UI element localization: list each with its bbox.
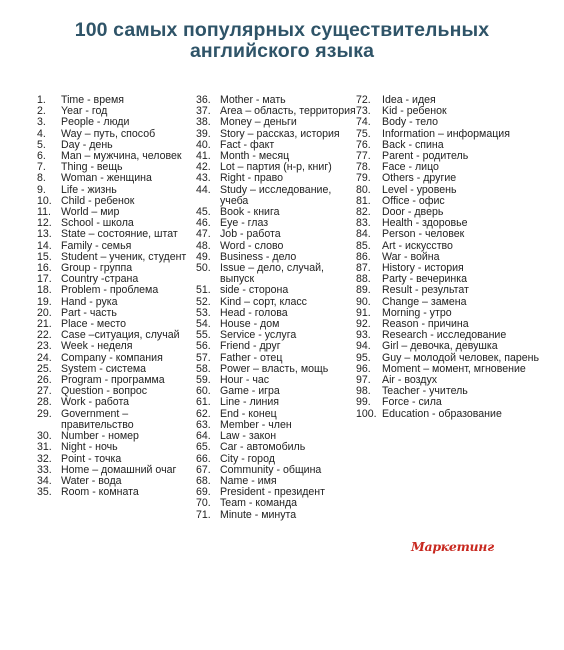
word-number: 55. [196, 329, 211, 342]
word-number: 46. [196, 217, 211, 230]
word-number: 37. [196, 105, 211, 118]
word-text: Air - воздух [382, 374, 438, 387]
word-number: 22. [37, 329, 52, 342]
word-text: Information – информация [382, 127, 510, 140]
word-number: 72. [356, 94, 371, 106]
word-number: 32. [37, 452, 52, 465]
word-text: Water - вода [61, 474, 122, 487]
word-column-3 [356, 95, 556, 420]
word-text: Change – замена [382, 295, 467, 308]
word-text: Program - программа [61, 374, 165, 387]
word-text: War - война [382, 250, 440, 263]
word-text: Art - искусство [382, 239, 453, 252]
word-number: 87. [356, 262, 371, 275]
word-number: 9. [37, 183, 46, 196]
title-line-1: 100 самых популярных существительных [74, 19, 490, 41]
word-text: Job - работа [220, 228, 281, 241]
word-item [356, 229, 556, 240]
word-number: 35. [37, 486, 52, 499]
word-number: 82. [356, 206, 371, 219]
brand-logo: Маркетинг [411, 539, 494, 554]
word-number: 27. [37, 385, 52, 398]
word-text: Study – исследование, учеба [220, 183, 332, 207]
word-text: Face - лицо [382, 161, 439, 174]
word-item [356, 397, 556, 408]
word-number: 73. [356, 105, 371, 118]
word-text: Company - компания [61, 351, 163, 364]
word-text: History - история [382, 262, 464, 275]
word-text: Force - сила [382, 396, 442, 409]
word-number: 20. [37, 306, 52, 319]
word-number: 88. [356, 273, 371, 286]
word-text: Country -страна [61, 273, 139, 286]
word-text: Father - отец [220, 351, 283, 364]
word-item [196, 173, 358, 184]
word-text: Idea - идея [382, 94, 436, 106]
word-text: Room - комната [61, 486, 139, 499]
word-text: Time - время [61, 94, 124, 106]
word-text: Work - работа [61, 396, 130, 409]
word-item [37, 487, 197, 498]
word-number: 57. [196, 351, 211, 364]
word-number: 52. [196, 295, 211, 308]
word-item [356, 409, 556, 420]
word-text: Party - вечеринка [382, 273, 468, 286]
word-text: Teacher - учитель [382, 385, 468, 398]
word-text: Government – правительство [61, 407, 134, 431]
word-number: 41. [196, 150, 211, 163]
word-text: Head - голова [220, 306, 288, 319]
word-item [356, 117, 556, 128]
word-item [37, 397, 197, 408]
word-number: 60. [196, 385, 211, 398]
word-number: 42. [196, 161, 211, 174]
word-number: 63. [196, 418, 211, 431]
word-item [196, 510, 358, 521]
word-text: President - президент [220, 486, 326, 499]
word-number: 30. [37, 430, 52, 443]
word-text: Week - неделя [61, 340, 133, 353]
word-text: End - конец [220, 407, 277, 420]
word-number: 66. [196, 452, 211, 465]
word-number: 100. [356, 407, 377, 420]
word-text: Door - дверь [382, 206, 444, 219]
word-number: 4. [37, 127, 46, 140]
word-text: System - система [61, 362, 147, 375]
word-number: 17. [37, 273, 52, 286]
word-text: Book - книга [220, 206, 280, 219]
word-number: 53. [196, 306, 211, 319]
word-number: 19. [37, 295, 52, 308]
word-text: Child - ребенок [61, 194, 135, 207]
word-number: 10. [37, 194, 52, 207]
title-line-2: английского языка [189, 40, 375, 62]
word-number: 23. [37, 340, 52, 353]
word-number: 83. [356, 217, 371, 230]
word-text: Line - линия [220, 396, 280, 409]
word-text: Night - ночь [61, 441, 118, 454]
word-text: Kind – сорт, класс [220, 295, 307, 308]
word-number: 44. [196, 183, 211, 196]
word-item [196, 229, 358, 240]
word-text: Problem - проблема [61, 284, 159, 297]
word-number: 14. [37, 239, 52, 252]
word-number: 97. [356, 374, 371, 387]
word-number: 50. [196, 262, 211, 275]
word-text: Research - исследование [382, 329, 507, 342]
word-text: Business - дело [220, 250, 297, 263]
word-number: 71. [196, 508, 211, 521]
word-number: 2. [37, 105, 46, 118]
word-text: Life - жизнь [61, 183, 117, 196]
word-number: 26. [37, 374, 52, 387]
word-number: 69. [196, 486, 211, 499]
word-text: Point - точка [61, 452, 122, 465]
page-title [0, 20, 564, 62]
word-text: Group - группа [61, 262, 133, 275]
word-text: Story – рассказ, история [220, 127, 340, 140]
word-number: 56. [196, 340, 211, 353]
word-number: 79. [356, 172, 371, 185]
word-item [196, 285, 358, 296]
word-number: 81. [356, 194, 371, 207]
word-number: 94. [356, 340, 371, 353]
word-text: Home – домашний очаг [61, 463, 177, 476]
word-item [196, 397, 358, 408]
word-text: People - люди [61, 116, 130, 129]
word-number: 80. [356, 183, 371, 196]
word-text: City - город [220, 452, 275, 465]
word-text: Hour - час [220, 374, 270, 387]
word-text: Education - образование [382, 407, 502, 420]
word-number: 38. [196, 116, 211, 129]
word-number: 28. [37, 396, 52, 409]
word-text: Issue – дело, случай, выпуск [220, 262, 324, 286]
word-text: Friend - друг [220, 340, 281, 353]
word-text: Mother - мать [220, 94, 286, 106]
word-item [356, 173, 556, 184]
word-number: 15. [37, 250, 52, 263]
word-text: Body - тело [382, 116, 439, 129]
word-text: Lot – партия (н-р, книг) [220, 161, 332, 174]
word-number: 7. [37, 161, 46, 174]
word-item [356, 285, 556, 296]
word-number: 47. [196, 228, 211, 241]
word-text: Result - результат [382, 284, 469, 297]
word-number: 85. [356, 239, 371, 252]
word-number: 39. [196, 127, 211, 140]
word-text: Area – область, территория [220, 105, 356, 118]
word-number: 34. [37, 474, 52, 487]
word-number: 89. [356, 284, 371, 297]
word-text: Service - услуга [220, 329, 297, 342]
word-text: Parent - родитель [382, 150, 469, 163]
word-item [37, 173, 197, 184]
word-text: State – состояние, штат [61, 228, 178, 241]
word-column-1 [37, 95, 197, 498]
word-number: 67. [196, 463, 211, 476]
word-text: Car - автомобиль [220, 441, 306, 454]
word-text: Girl – девочка, девушка [382, 340, 498, 353]
word-number: 31. [37, 441, 52, 454]
word-number: 8. [37, 172, 46, 185]
word-number: 76. [356, 138, 371, 151]
word-text: Number - номер [61, 430, 139, 443]
word-text: House - дом [220, 318, 280, 331]
word-number: 49. [196, 250, 211, 263]
word-text: Family - семья [61, 239, 132, 252]
word-number: 40. [196, 138, 211, 151]
word-item [196, 263, 358, 285]
word-text: Hand - рука [61, 295, 118, 308]
word-text: Money – деньги [220, 116, 297, 129]
word-number: 90. [356, 295, 371, 308]
word-text: Student – ученик, студент [61, 250, 187, 263]
word-number: 78. [356, 161, 371, 174]
word-text: Others - другие [382, 172, 457, 185]
word-number: 5. [37, 138, 46, 151]
word-text: Reason - причина [382, 318, 469, 331]
word-text: Guy – молодой человек, парень [382, 351, 539, 364]
word-item [196, 117, 358, 128]
word-text: Month - месяц [220, 150, 290, 163]
word-number: 33. [37, 463, 52, 476]
word-number: 6. [37, 150, 46, 163]
word-number: 16. [37, 262, 52, 275]
word-number: 11. [37, 206, 51, 219]
word-text: Place - место [61, 318, 127, 331]
word-text: Level - уровень [382, 183, 457, 196]
word-number: 18. [37, 284, 52, 297]
word-text: Minute - минута [220, 508, 297, 521]
word-item [37, 229, 197, 240]
word-text: Team - команда [220, 497, 298, 510]
word-text: Case –ситуация, случай [61, 329, 180, 342]
word-text: Member - член [220, 418, 292, 431]
word-number: 54. [196, 318, 211, 331]
word-number: 43. [196, 172, 211, 185]
word-number: 48. [196, 239, 211, 252]
word-text: Word - слово [220, 239, 284, 252]
word-number: 86. [356, 250, 371, 263]
word-text: Fact - факт [220, 138, 275, 151]
word-number: 91. [356, 306, 371, 319]
word-item [37, 409, 197, 431]
word-text: Moment – момент, мгновение [382, 362, 526, 375]
word-text: Thing - вещь [61, 161, 123, 174]
word-number: 64. [196, 430, 211, 443]
word-number: 74. [356, 116, 371, 129]
word-text: Year - год [61, 105, 108, 118]
word-text: World – мир [61, 206, 120, 219]
word-text: Person - человек [382, 228, 465, 241]
word-number: 36. [196, 94, 211, 106]
word-number: 93. [356, 329, 371, 342]
word-number: 29. [37, 407, 52, 420]
word-number: 95. [356, 351, 371, 364]
word-item [196, 185, 358, 207]
word-text: Game - игра [220, 385, 280, 398]
word-number: 3. [37, 116, 46, 129]
word-item [356, 341, 556, 352]
word-text: Name - имя [220, 474, 277, 487]
word-number: 24. [37, 351, 52, 364]
word-text: Eye - глаз [220, 217, 269, 230]
word-number: 77. [356, 150, 371, 163]
word-text: Way – путь, способ [61, 127, 156, 140]
word-text: Man – мужчина, человек [61, 150, 182, 163]
word-number: 70. [196, 497, 211, 510]
word-number: 58. [196, 362, 211, 375]
word-number: 68. [196, 474, 211, 487]
word-number: 62. [196, 407, 211, 420]
word-text: Part - часть [61, 306, 117, 319]
word-number: 98. [356, 385, 371, 398]
word-number: 1. [37, 94, 46, 106]
word-item [37, 341, 197, 352]
word-number: 21. [37, 318, 52, 331]
word-text: Law - закон [220, 430, 277, 443]
word-text: School - школа [61, 217, 134, 230]
word-text: Power – власть, мощь [220, 362, 329, 375]
word-number: 59. [196, 374, 211, 387]
word-column-2 [196, 95, 358, 521]
word-number: 96. [356, 362, 371, 375]
word-number: 61. [196, 396, 211, 409]
word-text: Right - право [220, 172, 284, 185]
word-number: 65. [196, 441, 211, 454]
word-item [196, 341, 358, 352]
word-text: Back - спина [382, 138, 444, 151]
word-text: Health - здоровье [382, 217, 468, 230]
word-item [37, 117, 197, 128]
word-number: 99. [356, 396, 371, 409]
word-text: Morning - утро [382, 306, 452, 319]
word-number: 84. [356, 228, 371, 241]
word-text: side - сторона [220, 284, 289, 297]
word-number: 51. [196, 284, 211, 297]
word-number: 45. [196, 206, 211, 219]
word-number: 25. [37, 362, 52, 375]
word-text: Day - день [61, 138, 113, 151]
word-item [37, 285, 197, 296]
word-number: 75. [356, 127, 371, 140]
word-item [196, 442, 358, 453]
word-number: 12. [37, 217, 52, 230]
word-text: Kid - ребенок [382, 105, 447, 118]
word-text: Office - офис [382, 194, 445, 207]
word-text: Community - община [220, 463, 322, 476]
word-text: Question - вопрос [61, 385, 148, 398]
word-item [196, 498, 358, 509]
word-number: 13. [37, 228, 52, 241]
word-number: 92. [356, 318, 371, 331]
word-item [37, 442, 197, 453]
word-text: Woman - женщина [61, 172, 152, 185]
